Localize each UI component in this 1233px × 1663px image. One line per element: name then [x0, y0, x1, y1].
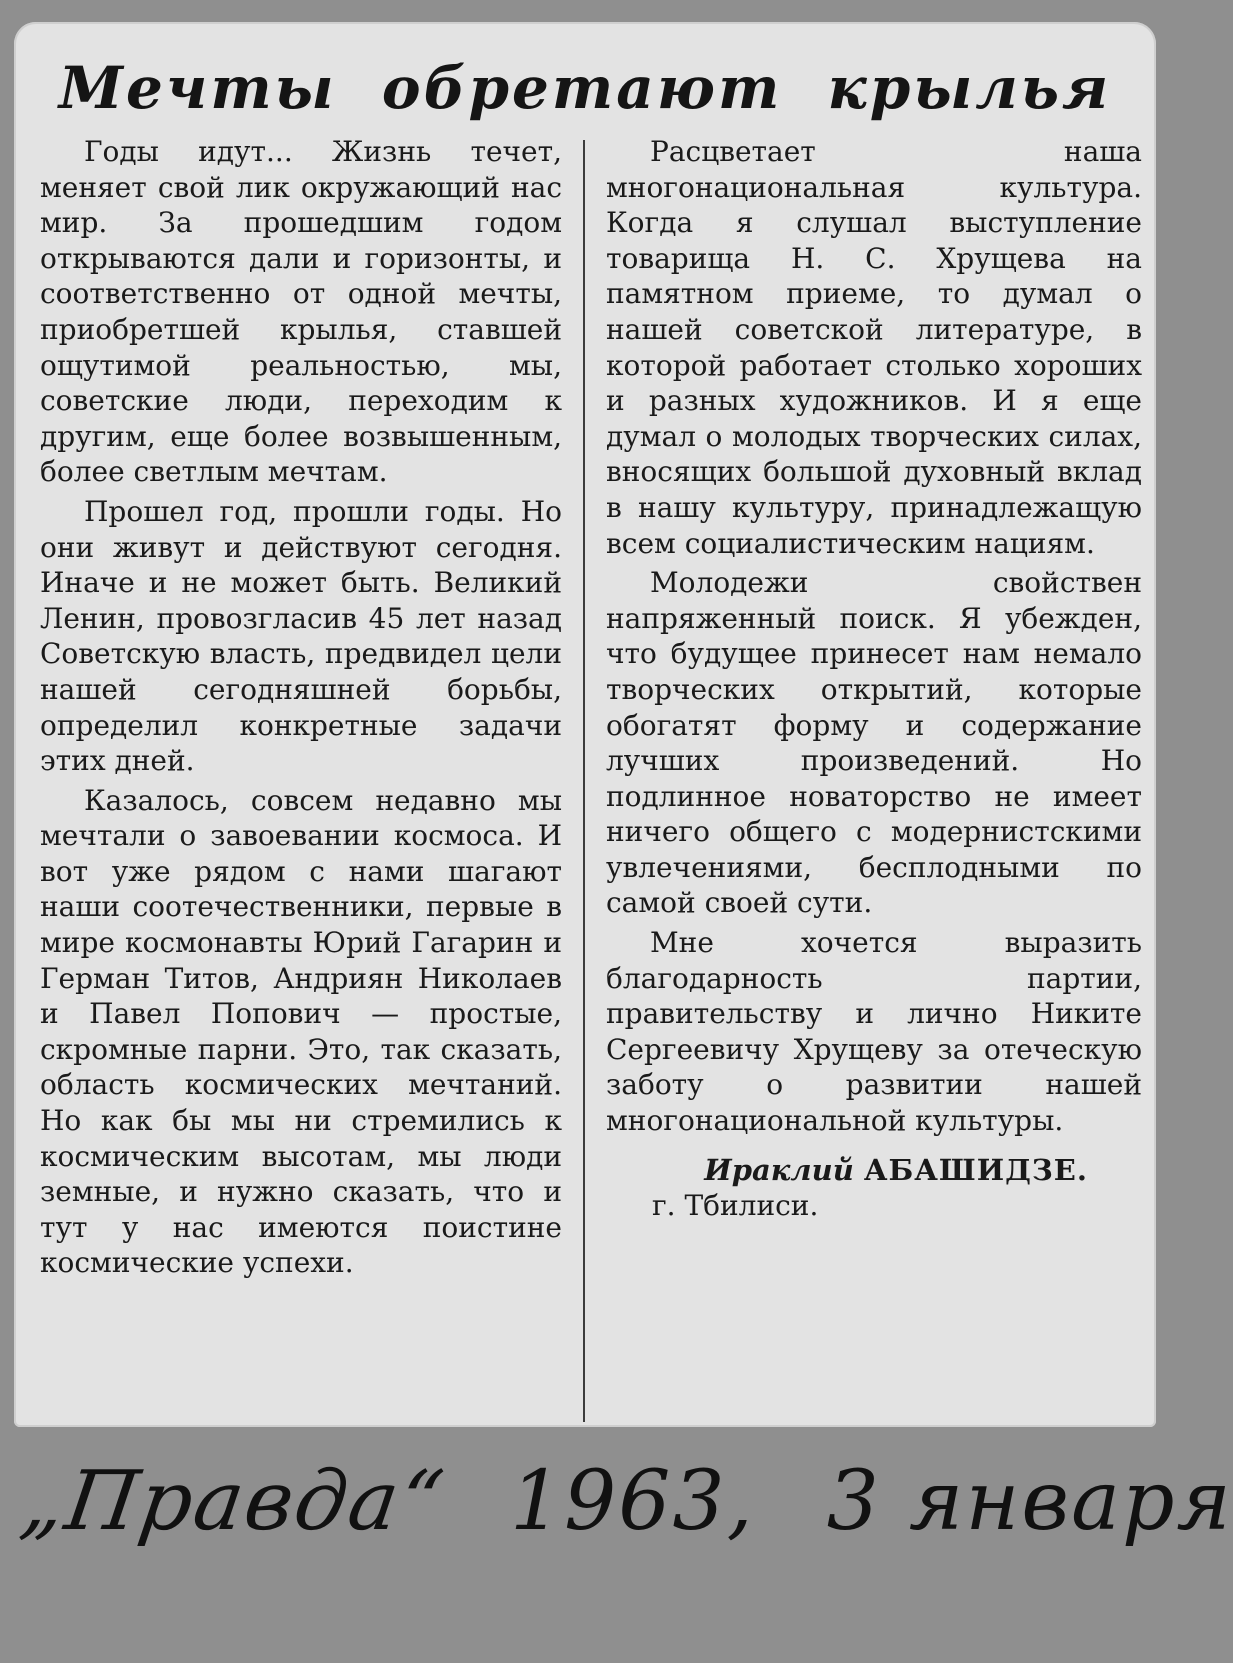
paragraph: Годы идут... Жизнь течет, меняет свой лик окружающий нас мир. За прошедшим годом открываются дали и горизонты, и соответственно от одной мечты, приобретшей крылья, ставшей ощутимой реальностью, мы, советские люди, переходим к другим, еще более возвышенным, более светлым мечтам.	[40, 135, 562, 489]
author-signature	[606, 1153, 1142, 1189]
newspaper-clipping	[14, 22, 1156, 1427]
author-first-name: Ираклий	[704, 1152, 854, 1187]
right-column	[606, 134, 1142, 1224]
author-last-name: АБАШИДЗЕ.	[863, 1152, 1088, 1187]
paragraph: Казалось, совсем недавно мы мечтали о завоевании космоса. И вот уже рядом с нами шагают наши соотечественники, первые в мире космонавты Юрий Гагарин и Герман Титов, Андриян Николаев и Павел Попович — простые, скромные парни. Это, так сказать, область космических мечтаний. Но как бы мы ни стремились к космическим высотам, мы люди земные, и нужно сказать, что и тут у нас имеются поистине космические успехи.	[40, 783, 562, 1280]
column-divider	[583, 140, 585, 1422]
paragraph: Молодежи свойствен напряженный поиск. Я убежден, что будущее принесет нам немало творческих открытий, которые обогатят форму и содержание лучших произведений. Но подлинное новаторство не имеет ничего общего с модернистскими увлечениями, бесплодными по самой своей сути.	[606, 566, 1142, 920]
handwritten-year: 1963,	[509, 1454, 755, 1549]
author-city: г. Тбилиси.	[652, 1189, 819, 1223]
paragraph: Расцветает наша многонациональная культура. Когда я слушал выступление товарища Н. С. Хрущева на памятном приеме, то думал о нашей советской литературе, в которой работает столько хороших и разных художников. И я еще думал о молодых творческих силах, вносящих большой духовный вклад в нашу культуру, принадлежащую всем социалистическим нациям.	[606, 135, 1142, 560]
paragraph: Прошел год, прошли годы. Но они живут и действуют сегодня. Иначе и не может быть. Великий Ленин, провозгласив 45 лет назад Советскую власть, предвидел цели нашей сегодняшней борьбы, определил конкретные задачи этих дней.	[40, 494, 562, 778]
handwritten-source: „Правда“	[15, 1454, 451, 1549]
article-headline: Мечты обретают крылья	[58, 54, 1112, 122]
handwritten-date: 3 января	[826, 1454, 1233, 1549]
handwritten-annotation	[15, 1454, 1233, 1564]
left-column	[40, 134, 562, 1281]
paragraph: Мне хочется выразить благодарность партии, правительству и лично Никите Сергеевичу Хрущеву за отеческую заботу о развитии нашей многонациональной культуры.	[606, 926, 1142, 1138]
